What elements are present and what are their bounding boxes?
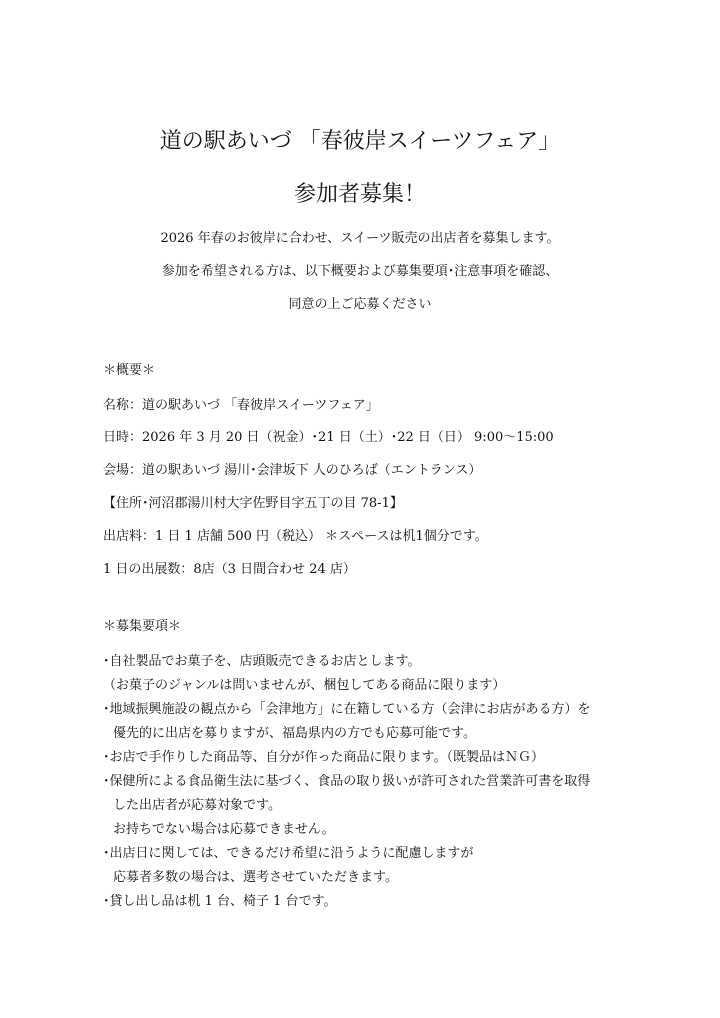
requirement-line: （お菓子のジャンルは問いませんが、梱包してある商品に限ります） — [103, 678, 506, 693]
overview-fee: 出店料：1 日 1 店舗 500 円（税込） ＊スペースは机1個分です。 — [103, 529, 488, 544]
overview-name: 名称：道の駅あいづ 「春彼岸スイーツフェア」 — [103, 398, 379, 413]
requirement-line: お持ちでない場合は応募できません。 — [113, 822, 335, 837]
overview-address: 【住所･河沼郡湯川村大字佐野目字五丁の目 78-1】 — [103, 496, 403, 511]
requirement-line: ･地域振興施設の観点から「会津地方」に在籍している方（会津にお店がある方）を — [103, 702, 591, 717]
requirements-heading: ＊募集要項＊ — [103, 619, 182, 634]
overview-count: 1 日の出展数：8店（3 日間合わせ 24 店） — [103, 562, 356, 577]
intro-line-3: 同意の上ご応募ください — [288, 297, 432, 312]
requirement-line: 優先的に出店を募りますが、福島県内の方でも応募可能です。 — [113, 726, 476, 741]
overview-datetime: 日時：2026 年 3 月 20 日（祝金）･21 日（土）･22 日（日） 9:00～15:00 — [103, 430, 554, 445]
requirement-line: 応募者多数の場合は、選考させていただきます。 — [113, 870, 398, 885]
requirement-line: ･お店で手作りした商品等、自分が作った商品に限ります。（既製品はＮＧ） — [103, 750, 544, 765]
requirement-line: した出店者が応募対象です。 — [113, 798, 281, 813]
requirement-line: ･貸し出し品は机 1 台、椅子 1 台です。 — [103, 894, 337, 909]
intro-line-1: 2026 年春のお彼岸に合わせ、スイーツ販売の出店者を募集します。 — [160, 231, 560, 246]
requirement-line: ･出店日に関しては、できるだけ希望に沿うように配慮しますが — [103, 846, 474, 861]
requirement-line: ･自社製品でお菓子を、店頭販売できるお店とします。 — [103, 654, 421, 669]
requirement-line: ･保健所による食品衛生法に基づく、食品の取り扱いが許可された営業許可書を取得 — [103, 774, 591, 789]
overview-heading: ＊概要＊ — [103, 363, 156, 378]
overview-venue: 会場：道の駅あいづ 湯川･会津坂下 人のひろば（エントランス） — [103, 463, 482, 478]
document-subtitle: 参加者募集！ — [293, 182, 426, 207]
intro-line-2: 参加を希望される方は、以下概要および募集要項･注意事項を確認、 — [161, 264, 559, 279]
document-title: 道の駅あいづ 「春彼岸スイーツフェア」 — [159, 129, 561, 154]
